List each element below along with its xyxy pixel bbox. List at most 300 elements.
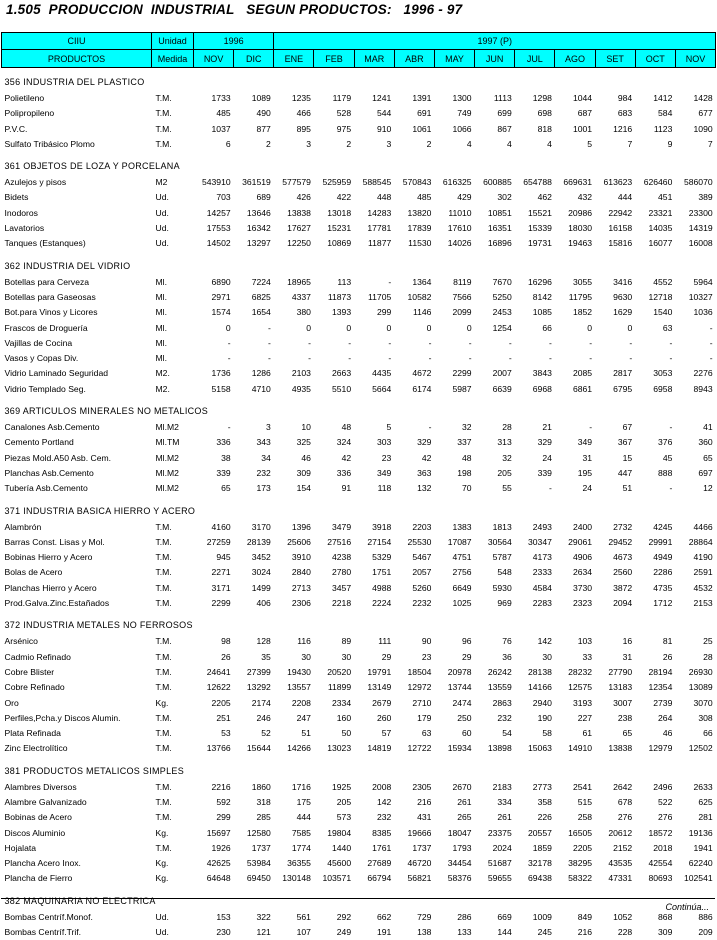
value-cell: - [555, 420, 595, 435]
value-cell: 45600 [314, 856, 354, 871]
section-title: 369 ARTICULOS MINERALES NO METALICOS [2, 403, 716, 420]
value-cell: 302 [475, 190, 515, 205]
value-cell: 21 [515, 420, 555, 435]
product-name: Alambrón [2, 520, 152, 535]
value-cell: 376 [635, 435, 675, 450]
value-cell: 626460 [635, 175, 675, 190]
table-row [2, 650, 716, 665]
value-cell: 31 [595, 650, 635, 665]
value-cell: 216 [555, 925, 595, 940]
value-cell: 329 [394, 435, 434, 450]
value-cell: 247 [274, 711, 314, 726]
value-cell: 2208 [274, 696, 314, 711]
value-cell: - [274, 336, 314, 351]
product-name: Perfiles,Pcha.y Discos Alumin. [2, 711, 152, 726]
value-cell: 2057 [394, 565, 434, 580]
value-cell: 142 [354, 795, 394, 810]
product-name: Tubería Asb.Cemento [2, 481, 152, 496]
value-cell: 0 [555, 321, 595, 336]
value-cell: 28138 [515, 665, 555, 680]
value-cell: 4 [434, 137, 474, 152]
value-cell: 406 [234, 596, 274, 611]
table-row [2, 122, 716, 137]
value-cell: 14319 [675, 221, 715, 236]
value-cell: 51 [595, 481, 635, 496]
table-row [2, 236, 716, 251]
table-row [2, 221, 716, 236]
value-cell: 485 [394, 190, 434, 205]
product-name: Bombas Centríf.Trif. [2, 925, 152, 940]
value-cell: - [274, 351, 314, 366]
value-cell: 1926 [194, 841, 234, 856]
value-cell: 42625 [194, 856, 234, 871]
value-cell: 1774 [274, 841, 314, 856]
value-cell: 58376 [434, 871, 474, 886]
value-cell: 969 [475, 596, 515, 611]
value-cell: 11705 [354, 290, 394, 305]
value-cell: 5467 [394, 550, 434, 565]
unit-cell: Kg. [152, 696, 194, 711]
table-body [2, 68, 716, 940]
value-cell: 2 [314, 137, 354, 152]
value-cell: 2541 [555, 780, 595, 795]
value-cell: 19463 [555, 236, 595, 251]
value-cell: 877 [234, 122, 274, 137]
unit-cell: T.M. [152, 726, 194, 741]
value-cell: - [595, 336, 635, 351]
value-cell: 15339 [515, 221, 555, 236]
value-cell: 15644 [234, 741, 274, 756]
value-cell: 29991 [635, 535, 675, 550]
value-cell: 2218 [314, 596, 354, 611]
value-cell: 3024 [234, 565, 274, 580]
unit-cell: Ml. [152, 351, 194, 366]
unit-cell: T.M. [152, 137, 194, 152]
unit-cell: T.M. [152, 741, 194, 756]
value-cell: 466 [274, 106, 314, 121]
value-cell: - [234, 321, 274, 336]
value-cell: 2205 [555, 841, 595, 856]
value-cell: 61 [555, 726, 595, 741]
value-cell: - [394, 420, 434, 435]
unit-cell: T.M. [152, 565, 194, 580]
value-cell: 2286 [635, 565, 675, 580]
value-cell: 64648 [194, 871, 234, 886]
value-cell: 886 [675, 910, 715, 925]
value-cell: 2299 [194, 596, 234, 611]
value-cell: 2679 [354, 696, 394, 711]
product-name: Bidets [2, 190, 152, 205]
value-cell: 46 [274, 451, 314, 466]
product-name: Lavatorios [2, 221, 152, 236]
table-row [2, 696, 716, 711]
value-cell: 24 [515, 451, 555, 466]
value-cell: 308 [675, 711, 715, 726]
value-cell: 9 [635, 137, 675, 152]
value-cell: 63 [394, 726, 434, 741]
value-cell: 4906 [555, 550, 595, 565]
value-cell: 1761 [354, 841, 394, 856]
value-cell: 3070 [675, 696, 715, 711]
product-name: Planchas Hierro y Acero [2, 581, 152, 596]
product-name: Barras Const. Lisas y Mol. [2, 535, 152, 550]
table-row [2, 206, 716, 221]
value-cell: 42554 [635, 856, 675, 871]
value-cell: 697 [675, 466, 715, 481]
value-cell: 12622 [194, 680, 234, 695]
header-month: NOV [675, 50, 715, 68]
value-cell: 66 [675, 726, 715, 741]
value-cell: 1364 [394, 275, 434, 290]
value-cell: 570843 [394, 175, 434, 190]
value-cell: 0 [394, 321, 434, 336]
value-cell: 2276 [675, 366, 715, 381]
value-cell: 20557 [515, 826, 555, 841]
value-cell: 462 [515, 190, 555, 205]
value-cell: 544 [354, 106, 394, 121]
value-cell: 80693 [635, 871, 675, 886]
value-cell: 358 [515, 795, 555, 810]
value-cell: 65 [194, 481, 234, 496]
value-cell: 96 [434, 634, 474, 649]
value-cell: 309 [274, 466, 314, 481]
value-cell: 14910 [555, 741, 595, 756]
value-cell: 1286 [234, 366, 274, 381]
value-cell: 2103 [274, 366, 314, 381]
section-header-row [2, 617, 716, 634]
value-cell: 261 [475, 810, 515, 825]
header-ciiu: CIIU [2, 33, 152, 50]
value-cell: 1733 [194, 91, 234, 106]
value-cell: 1712 [635, 596, 675, 611]
unit-cell: Ml. [152, 321, 194, 336]
value-cell: 142 [515, 634, 555, 649]
value-cell: 4160 [194, 520, 234, 535]
value-cell: 4710 [234, 382, 274, 397]
product-name: Vajillas de Cocina [2, 336, 152, 351]
value-cell: 26 [194, 650, 234, 665]
value-cell: 662 [354, 910, 394, 925]
value-cell: 19430 [274, 665, 314, 680]
header-month: JUN [475, 50, 515, 68]
unit-cell: T.M. [152, 795, 194, 810]
value-cell: - [354, 275, 394, 290]
value-cell: 12502 [675, 741, 715, 756]
value-cell: 337 [434, 435, 474, 450]
value-cell: 14283 [354, 206, 394, 221]
section-title: 371 INDUSTRIA BASICA HIERRO Y ACERO [2, 503, 716, 520]
value-cell: 818 [515, 122, 555, 137]
product-name: Bombas Centríf.Monof. [2, 910, 152, 925]
value-cell: 29061 [555, 535, 595, 550]
product-name: Vasos y Copas Div. [2, 351, 152, 366]
unit-cell: M2 [152, 175, 194, 190]
value-cell: 48 [434, 451, 474, 466]
value-cell: 4552 [635, 275, 675, 290]
unit-cell: Ud. [152, 206, 194, 221]
value-cell: 1113 [475, 91, 515, 106]
value-cell: 26242 [475, 665, 515, 680]
value-cell: 1052 [595, 910, 635, 925]
value-cell: 429 [434, 190, 474, 205]
product-name: Cobre Refinado [2, 680, 152, 695]
value-cell: 16296 [515, 275, 555, 290]
header-month: MAY [434, 50, 474, 68]
value-cell: 10851 [475, 206, 515, 221]
table-row [2, 382, 716, 397]
value-cell: 339 [194, 466, 234, 481]
value-cell: 3452 [234, 550, 274, 565]
value-cell: 4532 [675, 581, 715, 596]
value-cell: 13898 [475, 741, 515, 756]
value-cell: 23 [394, 650, 434, 665]
value-cell: 431 [394, 810, 434, 825]
value-cell: 2633 [675, 780, 715, 795]
value-cell: 23375 [475, 826, 515, 841]
value-cell: - [635, 420, 675, 435]
value-cell: 2 [394, 137, 434, 152]
value-cell: 1089 [234, 91, 274, 106]
product-name: Cemento Portland [2, 435, 152, 450]
value-cell: 54 [475, 726, 515, 741]
value-cell: 14026 [434, 236, 474, 251]
value-cell: 42 [394, 451, 434, 466]
value-cell: - [675, 321, 715, 336]
value-cell: 13838 [595, 741, 635, 756]
value-cell: 5158 [194, 382, 234, 397]
value-cell: 3007 [595, 696, 635, 711]
value-cell: 729 [394, 910, 434, 925]
value-cell: 7566 [434, 290, 474, 305]
value-cell: 102541 [675, 871, 715, 886]
table-row [2, 275, 716, 290]
value-cell: 264 [635, 711, 675, 726]
table-row [2, 137, 716, 152]
value-cell: 19666 [394, 826, 434, 841]
table-row [2, 925, 716, 940]
value-cell: 4751 [434, 550, 474, 565]
value-cell: 228 [595, 925, 635, 940]
section-header-row [2, 158, 716, 175]
value-cell: 58 [515, 726, 555, 741]
value-cell: - [515, 481, 555, 496]
value-cell: 343 [234, 435, 274, 450]
value-cell: 15 [595, 451, 635, 466]
value-cell: 3193 [555, 696, 595, 711]
header-year-1997: 1997 (P) [274, 33, 716, 50]
table-row [2, 550, 716, 565]
value-cell: 592 [194, 795, 234, 810]
value-cell: 3 [234, 420, 274, 435]
value-cell: 65 [675, 451, 715, 466]
table-row [2, 290, 716, 305]
value-cell: 14502 [194, 236, 234, 251]
value-cell: - [635, 336, 675, 351]
value-cell: 25530 [394, 535, 434, 550]
value-cell: 975 [314, 122, 354, 137]
value-cell: 691 [394, 106, 434, 121]
section-title: 381 PRODUCTOS METALICOS SIMPLES [2, 763, 716, 780]
value-cell: 116 [274, 634, 314, 649]
value-cell: - [515, 336, 555, 351]
value-cell: 584 [635, 106, 675, 121]
value-cell: 2333 [515, 565, 555, 580]
value-cell: 1001 [555, 122, 595, 137]
value-cell: 28 [675, 650, 715, 665]
value-cell: 1859 [515, 841, 555, 856]
value-cell: 3053 [635, 366, 675, 381]
value-cell: 33 [555, 650, 595, 665]
value-cell: 1123 [635, 122, 675, 137]
value-cell: 249 [314, 925, 354, 940]
value-cell: 198 [434, 466, 474, 481]
value-cell: 2299 [434, 366, 474, 381]
value-cell: 32178 [515, 856, 555, 871]
product-name: Bot.para Vinos y Licores [2, 305, 152, 320]
value-cell: 63 [635, 321, 675, 336]
unit-cell: T.M. [152, 810, 194, 825]
table-row [2, 680, 716, 695]
value-cell: 868 [635, 910, 675, 925]
value-cell: 561 [274, 910, 314, 925]
value-cell: 2840 [274, 565, 314, 580]
value-cell: 130148 [274, 871, 314, 886]
value-cell: - [675, 336, 715, 351]
value-cell: 1396 [274, 520, 314, 535]
value-cell: 1440 [314, 841, 354, 856]
table-row [2, 780, 716, 795]
value-cell: 153 [194, 910, 234, 925]
header-month: NOV [194, 50, 234, 68]
unit-cell: Ml. [152, 275, 194, 290]
value-cell: 27790 [595, 665, 635, 680]
value-cell: 209 [675, 925, 715, 940]
value-cell: 2183 [475, 780, 515, 795]
value-cell: 36355 [274, 856, 314, 871]
value-cell: 226 [515, 810, 555, 825]
value-cell: 28864 [675, 535, 715, 550]
value-cell: 3918 [354, 520, 394, 535]
value-cell: 13183 [595, 680, 635, 695]
value-cell: 490 [234, 106, 274, 121]
value-cell: 27516 [314, 535, 354, 550]
value-cell: 1146 [394, 305, 434, 320]
product-name: Oro [2, 696, 152, 711]
value-cell: 11795 [555, 290, 595, 305]
value-cell: 14819 [354, 741, 394, 756]
section-header-row [2, 503, 716, 520]
value-cell: 66794 [354, 871, 394, 886]
value-cell: 10327 [675, 290, 715, 305]
unit-cell: T.M. [152, 780, 194, 795]
value-cell: 1751 [354, 565, 394, 580]
value-cell: 138 [394, 925, 434, 940]
value-cell: 2232 [394, 596, 434, 611]
value-cell: 2271 [194, 565, 234, 580]
value-cell: 683 [595, 106, 635, 121]
value-cell: 5930 [475, 581, 515, 596]
unit-cell: Ud. [152, 236, 194, 251]
value-cell: 2560 [595, 565, 635, 580]
value-cell: 2085 [555, 366, 595, 381]
value-cell: 190 [515, 711, 555, 726]
value-cell: 678 [595, 795, 635, 810]
unit-cell: T.M. [152, 634, 194, 649]
value-cell: 15934 [434, 741, 474, 756]
value-cell: 363 [394, 466, 434, 481]
table-row [2, 581, 716, 596]
value-cell: 191 [354, 925, 394, 940]
unit-cell: Ml. [152, 305, 194, 320]
value-cell: 6639 [475, 382, 515, 397]
value-cell: 699 [475, 106, 515, 121]
value-cell: 18030 [555, 221, 595, 236]
value-cell: 2739 [635, 696, 675, 711]
value-cell: 0 [354, 321, 394, 336]
product-name: Cadmio Refinado [2, 650, 152, 665]
value-cell: 11530 [394, 236, 434, 251]
unit-cell: T.M. [152, 520, 194, 535]
table-row [2, 665, 716, 680]
value-cell: 20612 [595, 826, 635, 841]
unit-cell: T.M. [152, 535, 194, 550]
value-cell: 18965 [274, 275, 314, 290]
value-cell: 2634 [555, 565, 595, 580]
value-cell: 689 [234, 190, 274, 205]
value-cell: 1036 [675, 305, 715, 320]
value-cell: 4949 [635, 550, 675, 565]
value-cell: 324 [314, 435, 354, 450]
value-cell: 51687 [475, 856, 515, 871]
value-cell: 16351 [475, 221, 515, 236]
product-name: Plancha Acero Inox. [2, 856, 152, 871]
value-cell: 6825 [234, 290, 274, 305]
value-cell: 4 [515, 137, 555, 152]
value-cell: 3730 [555, 581, 595, 596]
value-cell: 16008 [675, 236, 715, 251]
value-cell: 13744 [434, 680, 474, 695]
value-cell: 23 [354, 451, 394, 466]
table-row [2, 481, 716, 496]
value-cell: 51 [274, 726, 314, 741]
value-cell: 55 [475, 481, 515, 496]
value-cell: 1044 [555, 91, 595, 106]
value-cell: 573 [314, 810, 354, 825]
product-name: Botellas para Cerveza [2, 275, 152, 290]
value-cell: 867 [475, 122, 515, 137]
value-cell: 13023 [314, 741, 354, 756]
unit-cell: Ud. [152, 221, 194, 236]
value-cell: 28194 [635, 665, 675, 680]
value-cell: 133 [434, 925, 474, 940]
table-row [2, 535, 716, 550]
value-cell: 1737 [234, 841, 274, 856]
value-cell: 2863 [475, 696, 515, 711]
value-cell: 98 [194, 634, 234, 649]
value-cell: 5964 [675, 275, 715, 290]
value-cell: 528 [314, 106, 354, 121]
unit-cell: T.M. [152, 665, 194, 680]
table-row [2, 420, 716, 435]
unit-cell: T.M. [152, 550, 194, 565]
value-cell: 2971 [194, 290, 234, 305]
value-cell: 24641 [194, 665, 234, 680]
table-row [2, 795, 716, 810]
value-cell: 16896 [475, 236, 515, 251]
value-cell: 14035 [635, 221, 675, 236]
value-cell: 2216 [194, 780, 234, 795]
value-cell: 5987 [434, 382, 474, 397]
